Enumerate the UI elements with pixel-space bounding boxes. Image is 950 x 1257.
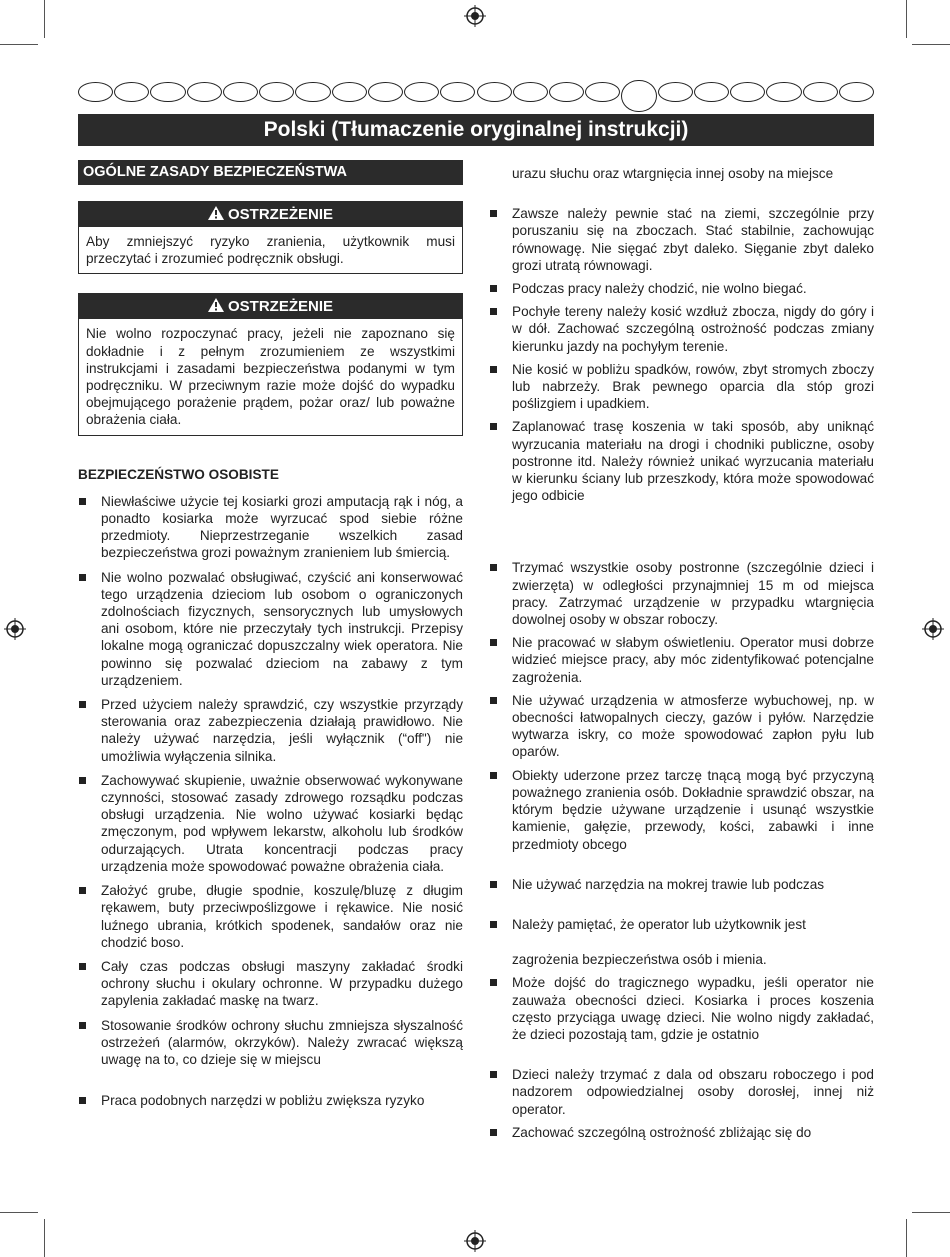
language-tab xyxy=(368,82,403,102)
right-column xyxy=(489,160,874,1141)
trim-mark xyxy=(912,44,950,45)
list-item-text: Stosowanie środków ochrony słuchu zmniejsza słyszalność ostrzeżeń (alarmów, okrzyków). Należy zwracać większą uwagę na to, co dzieje się w miejscu xyxy=(101,1017,463,1067)
list-item xyxy=(78,772,463,875)
language-tab xyxy=(332,82,367,102)
list-item-text: Należy pamiętać, że operator lub użytkownik jest xyxy=(512,916,806,932)
list-item xyxy=(489,205,874,274)
list-item xyxy=(489,361,874,413)
language-tab xyxy=(187,82,222,102)
bullet-square-icon xyxy=(490,366,497,373)
bullet-square-icon xyxy=(79,701,86,708)
list-item-text: Nie używać narzędzia na mokrej trawie lub podczas xyxy=(512,876,825,892)
warning-icon xyxy=(208,298,224,312)
warning-icon xyxy=(208,206,224,220)
warning-text: Nie wolno rozpoczynać pracy, jeżeli nie zapoznano się dokładnie i z pełnym zrozumieniem ze wszystkimi instrukcjami i zasadami bezpieczeństwa podanymi w tym podręczniku. W przeciwnym razie może dojść do wypadku obejmującego porażenie prądem, pożar oraz/ lub poważne obrażenia ciała. xyxy=(86,326,455,428)
list-item-text: Dzieci należy trzymać z dala od obszaru roboczego i pod nadzorem odpowiedzialnej osoby dorosłej, innej niż operator. xyxy=(512,1067,874,1117)
list-item-text: Pochyłe tereny należy kosić wzdłuż zbocza, nigdy do góry i w dół. Zachować szczególną ostrożność podczas zmiany kierunku jazdy na pochyłym terenie. xyxy=(512,304,874,354)
bullet-list xyxy=(489,916,874,933)
bullet-square-icon xyxy=(490,1071,497,1078)
list-item-text: Cały czas podczas obsługi maszyny zakładać środki ochrony słuchu i okulary ochronne. W przypadku dużego zapylenia zakładać maskę na twarz. xyxy=(101,958,463,1009)
bullet-square-icon xyxy=(490,564,497,571)
language-tab xyxy=(404,82,439,102)
list-item xyxy=(489,418,874,504)
list-item-text: Zachować szczególną ostrożność zbliżając się do xyxy=(512,1124,812,1140)
bullet-square-icon xyxy=(79,498,86,505)
registration-mark-icon xyxy=(464,5,486,27)
list-item-text: Może dojść do tragicznego wypadku, jeśli operator nie zauważa obecności dzieci. Kosiarka i proces koszenia często przyciąga uwagę dzieci. Nie wolno nigdy zakładać, że dzieci pozostają tam, gdzie je ostatnio xyxy=(512,975,874,1042)
list-item-text: Obiekty uderzone przez tarczę tnącą mogą być przyczyną poważnego zranienia osób. Dokładnie sprawdzić obszar, na którym będzie używane urządzenie i usunąć wszystkie kamienie, gałęzie, przewody, kości, zabawki i inne przedmioty obcego xyxy=(512,767,874,852)
list-item xyxy=(78,958,463,1010)
language-tab xyxy=(295,82,330,102)
list-item-text: Przed użyciem należy sprawdzić, czy wszystkie przyrządy sterowania oraz zabezpieczenia działają prawidłowo. Nie należy używać narzędzia, jeśli wyłącznik (“off") nie umożliwia wyłączenia silnika. xyxy=(101,697,463,764)
bullet-square-icon xyxy=(490,697,497,704)
registration-mark-icon xyxy=(4,618,26,640)
bullet-square-icon xyxy=(490,921,497,928)
list-item xyxy=(78,1092,463,1109)
warning-box xyxy=(78,201,463,274)
list-item xyxy=(78,882,463,951)
bullet-square-icon xyxy=(490,639,497,646)
left-column xyxy=(78,160,463,1109)
language-tab xyxy=(730,82,765,102)
bullet-square-icon xyxy=(79,1022,86,1029)
list-item xyxy=(489,692,874,761)
trim-mark xyxy=(44,1219,45,1257)
trim-mark xyxy=(0,44,38,45)
bullet-square-icon xyxy=(79,963,86,970)
bullet-square-icon xyxy=(490,772,497,779)
bullet-square-icon xyxy=(490,423,497,430)
list-item xyxy=(489,1066,874,1118)
list-item-text: Podczas pracy należy chodzić, nie wolno biegać. xyxy=(512,281,807,297)
bullet-square-icon xyxy=(490,308,497,315)
bullet-square-icon xyxy=(79,574,86,581)
language-tab xyxy=(839,82,874,102)
trim-mark xyxy=(0,1212,38,1213)
bullet-square-icon xyxy=(79,887,86,894)
language-tab xyxy=(549,82,584,102)
bullet-list xyxy=(489,876,874,893)
language-tab xyxy=(440,82,475,102)
bullet-list xyxy=(489,1066,874,1141)
language-tab xyxy=(513,82,548,102)
language-tab xyxy=(114,82,149,102)
page-title: Polski (Tłumaczenie oryginalnej instrukcji) xyxy=(78,114,874,146)
bullet-square-icon xyxy=(79,1097,86,1104)
subheading: BEZPIECZEŃSTWO OSOBISTE xyxy=(78,466,279,482)
language-tab xyxy=(658,82,693,102)
list-item xyxy=(489,916,874,933)
trim-mark xyxy=(906,0,907,38)
registration-mark-icon xyxy=(922,618,944,640)
bullet-square-icon xyxy=(490,881,497,888)
language-tab xyxy=(766,82,801,102)
warning-header xyxy=(79,202,462,227)
bullet-square-icon xyxy=(490,979,497,986)
list-item xyxy=(489,767,874,853)
registration-mark-icon xyxy=(464,1230,486,1252)
list-item-text: Nie używać urządzenia w atmosferze wybuchowej, np. w obecności łatwopalnych cieczy, gazów i pyłów. Narzędzie wytwarza iskry, co może spowodować zapłon pyłu lub oparów. xyxy=(512,692,874,760)
trim-mark xyxy=(906,1219,907,1257)
list-item-text: Nie pracować w słabym oświetleniu. Operator musi dobrze widzieć miejsce pracy, aby móc zidentyfikować potencjalne zagrożenia. xyxy=(512,635,874,685)
list-item xyxy=(78,696,463,765)
bullet-list xyxy=(489,205,874,504)
bullet-square-icon xyxy=(79,777,86,784)
list-item xyxy=(489,876,874,893)
list-item xyxy=(489,634,874,686)
list-item-text: Nie kosić w pobliżu spadków, rowów, zbyt stromych zboczy lub nabrzeży. Brak pewnego oparcia dla stóp grozi poślizgiem i upadkiem. xyxy=(512,361,874,412)
language-tab xyxy=(585,82,620,102)
trim-mark xyxy=(44,0,45,38)
warning-label: OSTRZEŻENIE xyxy=(227,298,333,316)
language-tab xyxy=(477,82,512,102)
list-item xyxy=(489,1124,874,1141)
list-item xyxy=(489,974,874,1043)
list-item-text: Nie wolno pozwalać obsługiwać, czyścić ani konserwować tego urządzenia dzieciom lub osobom o ograniczonych zdolnościach fizycznych, sensorycznych lub umysłowych ani osobom, które nie przeczytały tych instrukcji. Przepisy lokalne mogą ograniczać dopuszczalny wiek operatora. Nie powinno się pozwalać dzieciom na zabawy z tym urządzeniem. xyxy=(101,569,463,688)
warning-header xyxy=(79,294,462,319)
list-item xyxy=(78,493,463,562)
warning-label: OSTRZEŻENIE xyxy=(227,206,333,223)
list-item xyxy=(489,280,874,297)
list-item xyxy=(489,559,874,628)
bullet-square-icon xyxy=(490,1129,497,1136)
bullet-list xyxy=(489,559,874,852)
list-item-text: Zawsze należy pewnie stać na ziemi, szczególnie przy poruszaniu się na zboczach. Stać stabilnie, zachowując równowagę. Nie sięgać zbyt daleko. Sięganie zbyt daleko grozi utratą równowagi. xyxy=(512,206,874,273)
list-item xyxy=(489,303,874,355)
bullet-list xyxy=(489,974,874,1043)
warning-text: Aby zmniejszyć ryzyko zranienia, użytkownik musi przeczytać i zrozumieć podręcznik obsługi. xyxy=(86,234,455,267)
list-item-text: Zaplanować trasę koszenia w taki sposób, aby uniknąć wyrzucania materiału na drogi i chodniki publiczne, osoby postronne itd. Należy również unikać wyrzucania materiału w kierunku ściany lub przeszkody, która może spowodować jego odbicie xyxy=(512,419,874,504)
language-tab xyxy=(694,82,729,102)
continued-text: zagrożenia bezpieczeństwa osób i mienia. xyxy=(512,952,767,968)
list-item-text: Zachowywać skupienie, uważnie obserwować wykonywane czynności, stosować zasady zdrowego rozsądku podczas obsługi urządzenia. Nie wolno używać kosiarki będąc zmęczonym, pod wpływem lekarstw, alkoholu lub środków odurzających. Utrata koncentracji podczas pracy urządzenia może spowodować poważne obrażenia ciała. xyxy=(101,772,463,874)
list-item-text: Praca podobnych narzędzi w pobliżu zwiększa ryzyko xyxy=(101,1093,425,1109)
language-tab xyxy=(223,82,258,102)
list-item xyxy=(78,569,463,689)
language-tab xyxy=(803,82,838,102)
language-tabs xyxy=(78,80,874,102)
bullet-list xyxy=(78,493,463,1110)
section-title: OGÓLNE ZASADY BEZPIECZEŃSTWA xyxy=(78,160,463,185)
list-item-text: Założyć grube, długie spodnie, koszulę/bluzę z długim rękawem, buty przeciwpoślizgowe i rękawice. Nie nosić luźnego ubrania, krótkich spodenek, sandałów oraz nie chodzić boso. xyxy=(101,883,463,950)
language-tab xyxy=(78,82,113,102)
list-item-text: Niewłaściwe użycie tej kosiarki grozi amputacją rąk i nóg, a ponadto kosiarka może wyrzucać spod siebie różne przedmioty. Nieprzestrzeganie wszelkich zasad bezpieczeństwa grozi poważnym zranieniem lub śmiercią. xyxy=(101,493,463,561)
continued-text: urazu słuchu oraz wtargnięcia innej osoby na miejsce xyxy=(512,166,834,181)
language-tab xyxy=(150,82,185,102)
bullet-square-icon xyxy=(490,285,497,292)
language-tab xyxy=(259,82,294,102)
list-item-text: Trzymać wszystkie osoby postronne (szczególnie dzieci i zwierzęta) w odległości przynajmniej 15 m od miejsca pracy. Zatrzymać urządzenie w przypadku wtargnięcia dowolnej osoby w obszar roboczy. xyxy=(512,560,874,628)
list-item xyxy=(78,1017,463,1069)
bullet-square-icon xyxy=(490,210,497,217)
warning-box xyxy=(78,293,463,435)
trim-mark xyxy=(912,1212,950,1213)
language-tab xyxy=(621,80,656,112)
